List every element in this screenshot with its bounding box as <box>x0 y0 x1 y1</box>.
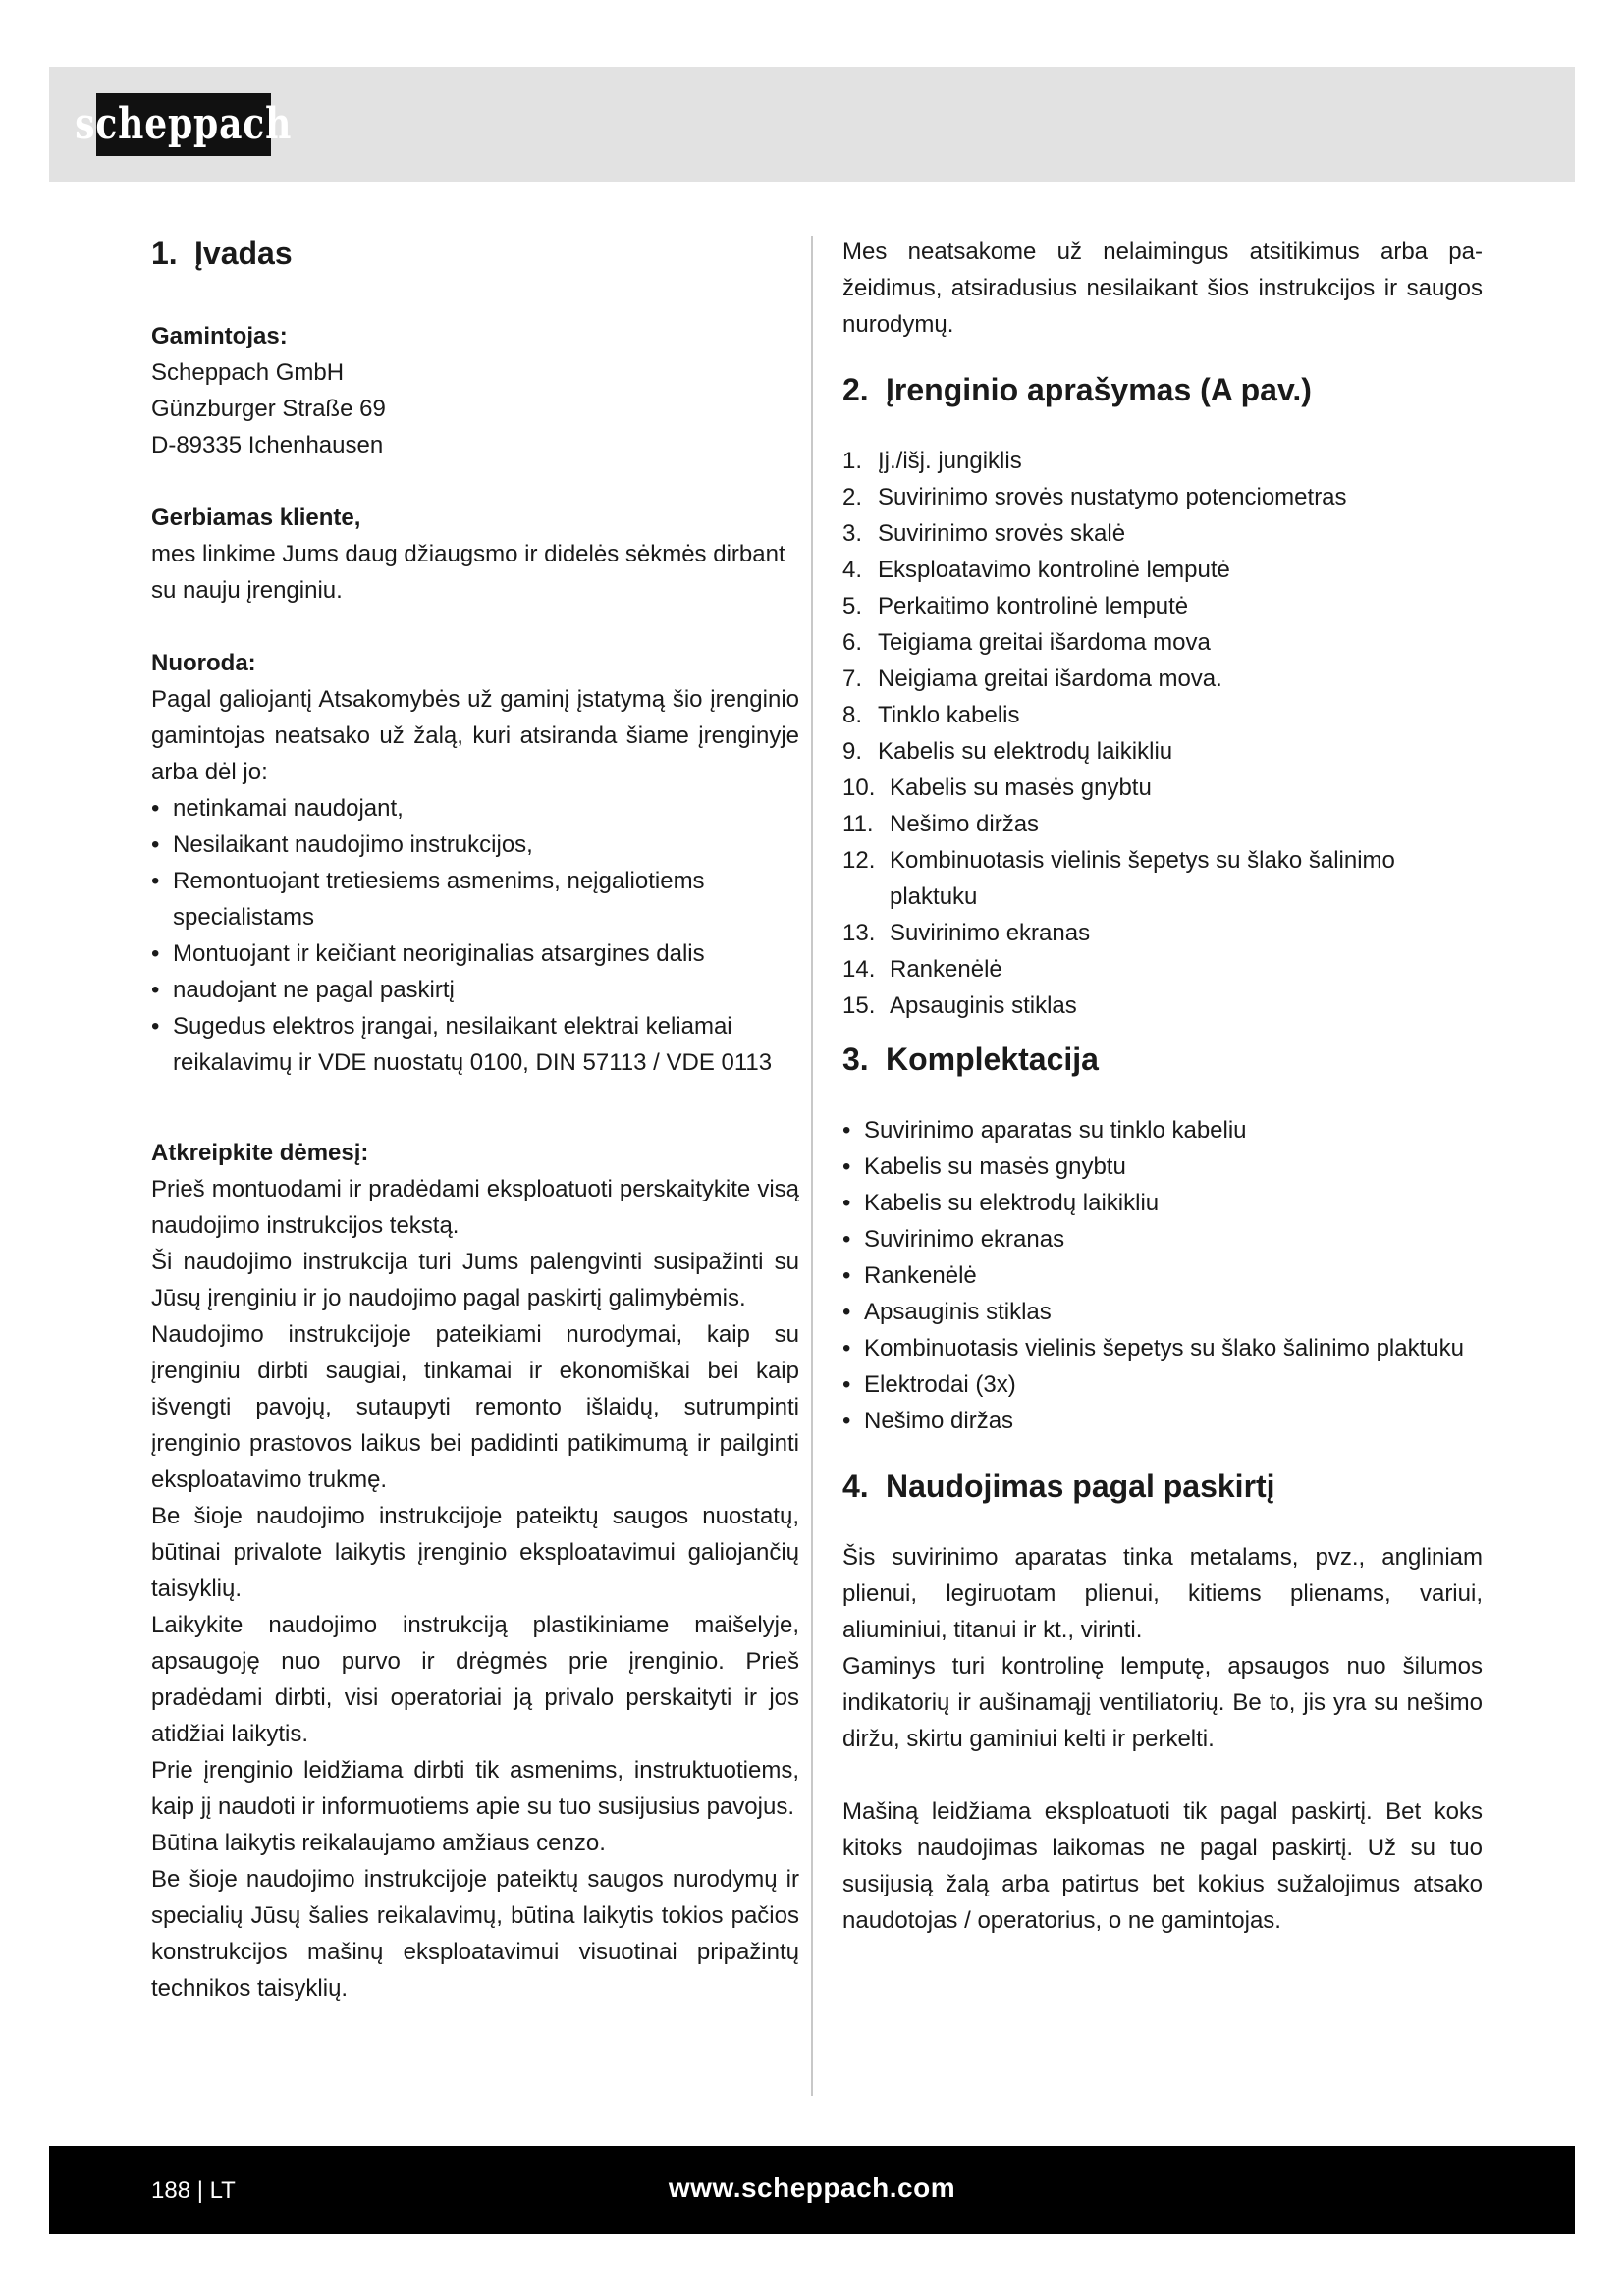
list-item <box>842 515 1483 552</box>
left-column <box>151 234 799 2006</box>
footer-band <box>49 2146 1575 2234</box>
item-text: Kombinuotasis vielinis šepetys su šlako šalinimo plaktuku <box>890 847 1395 910</box>
item-text: Kabelis su elektrodų laikikliu <box>878 738 1173 765</box>
item-text: Nešimo diržas <box>890 811 1040 837</box>
list-item: • Suvirinimo ekranas <box>842 1221 1483 1257</box>
item-number: 7. <box>842 666 863 692</box>
item-number: 11. <box>842 811 874 837</box>
note-list <box>151 790 799 1081</box>
manufacturer-label: Gamintojas: <box>151 323 288 349</box>
item-number: 4. <box>842 557 863 583</box>
item-text: Perkaitimo kontrolinė lemputė <box>878 593 1189 619</box>
list-item: • Nesilaikant naudojimo instrukcijos, <box>151 827 799 863</box>
item-number: 9. <box>842 738 863 765</box>
item-text: Tinklo kabelis <box>878 702 1020 728</box>
item-text: Eksploatavimo kontrolinė lemputė <box>878 557 1230 583</box>
header-band <box>49 67 1575 182</box>
list-item <box>842 806 1483 842</box>
list-item: • Remontuojant tretiesiems asmenims, neįgaliotiems specialistams <box>151 863 799 935</box>
item-text: Neigiama greitai išardoma mova. <box>878 666 1222 692</box>
device-parts-list <box>842 443 1483 1024</box>
list-item: • Suvirinimo aparatas su tinklo kabeliu <box>842 1112 1483 1148</box>
list-item <box>842 588 1483 624</box>
attention-paragraph: Naudojimo instrukcijoje pateikiami nurodymai, kaip su įrenginiu dirbti saugiai, tinkamai ir ekonomiškai bei kaip išvengti pavojų, sutaupyti remonto išlaidų, sutrumpinti įrenginio prastovos laikus bei padidinti patikimumą ir pailginti eksploatavimo trukmę. <box>151 1321 799 1493</box>
item-number: 10. <box>842 774 876 801</box>
list-item <box>842 842 1483 915</box>
manufacturer-line: D-89335 Ichenhausen <box>151 432 384 458</box>
item-text: Apsauginis stiklas <box>890 992 1077 1019</box>
item-number: 15. <box>842 992 876 1019</box>
list-item <box>842 624 1483 661</box>
item-number: 12. <box>842 847 876 874</box>
list-item: • Montuojant ir keičiant neoriginalias atsargines dalis <box>151 935 799 972</box>
list-item <box>842 988 1483 1024</box>
list-item <box>842 770 1483 806</box>
section-2-number: 2. <box>842 372 869 407</box>
list-item <box>842 479 1483 515</box>
column-divider <box>811 236 813 2096</box>
greeting-label: Gerbiamas kliente, <box>151 505 361 531</box>
list-item: • Elektrodai (3x) <box>842 1366 1483 1403</box>
item-text: Kabelis su masės gnybtu <box>890 774 1152 801</box>
attention-paragraph: Ši naudojimo instrukcija turi Jums palengvinti susipažinti su Jūsų įrenginiu ir jo naudojimo pagal paskirtį galimybėmis. <box>151 1249 799 1311</box>
intended-use-paragraph: Gaminys turi kontrolinę lemputę, apsaugos nuo šilumos indikatorių ir aušinamąjį ventiliatorių. Be to, jis yra su nešimo diržu, skirtu gaminiui kelti ir perkelti. <box>842 1653 1483 1752</box>
attention-paragraph: Prieš montuodami ir pradėdami eksploatuoti perskaitykite visą naudojimo instrukcijos tekstą. <box>151 1176 799 1239</box>
list-item: • naudojant ne pagal paskirtį <box>151 972 799 1008</box>
section-1-title: Įvadas <box>194 236 293 271</box>
attention-label: Atkreipkite dėmesį: <box>151 1140 369 1166</box>
item-text: Suvirinimo srovės nustatymo potenciometras <box>878 484 1347 510</box>
greeting-block <box>151 500 799 609</box>
item-text: Teigiama greitai išardoma mova <box>878 629 1211 656</box>
list-item <box>842 733 1483 770</box>
attention-paragraph: Be šioje naudojimo instrukcijoje pateiktų saugos nuostatų, būtinai privalote laikytis įrenginio eksploatavimui galiojančių taisyklių. <box>151 1503 799 1602</box>
item-number: 14. <box>842 956 876 983</box>
list-item <box>842 951 1483 988</box>
item-number: 1. <box>842 448 863 474</box>
item-number: 3. <box>842 520 863 547</box>
list-item: • Rankenėlė <box>842 1257 1483 1294</box>
list-item: • Kabelis su masės gnybtu <box>842 1148 1483 1185</box>
attention-paragraph: Be šioje naudojimo instrukcijoje pateiktų saugos nurodymų ir specialių Jūsų šalies reikalavimų, būtina laikytis tokios pačios konstrukcijos mašinų eksploatavimui visuotinai pripažintų technikos taisyklių. <box>151 1866 799 2002</box>
item-number: 2. <box>842 484 863 510</box>
intended-use-paragraph: Mašiną leidžiama eksploatuoti tik pagal paskirtį. Bet koks kitoks naudojimas laikomas ne pagal paskirtį. Už su tuo susijusią žalą arba patirtus bet kokius sužalojimus atsako naudotojas / operatorius, o ne gamintojas. <box>842 1798 1483 1934</box>
contents-list <box>842 1112 1483 1439</box>
disclaimer-text: Mes neatsakome už nelaimingus atsitikimus arba pažeidimus, atsiradusius nesilaikant šios instrukcijos ir saugos nurodymų. <box>842 239 1483 338</box>
list-item: • Sugedus elektros įrangai, nesilaikant elektrai keliamai reikalavimų ir VDE nuostatų 0100, DIN 57113 / VDE 0113 <box>151 1008 799 1081</box>
list-item: • Kombinuotasis vielinis šepetys su šlako šalinimo plaktuku <box>842 1330 1483 1366</box>
section-4-number: 4. <box>842 1468 869 1504</box>
section-2-heading <box>842 370 1483 409</box>
list-item: • Nešimo diržas <box>842 1403 1483 1439</box>
page-number: 188 | LT <box>151 2177 236 2204</box>
list-item <box>842 443 1483 479</box>
logo-text: scheppach <box>75 99 293 149</box>
note-block <box>151 645 799 1081</box>
item-text: Rankenėlė <box>890 956 1002 983</box>
attention-paragraph: Laikykite naudojimo instrukciją plastikiniame maišelyje, apsaugoję nuo purvo ir drėgmės prie įrenginio. Prieš pradėdami dirbti, visi operatoriai ją privalo perskaityti ir jos atidžiai laikytis. <box>151 1612 799 1747</box>
list-item <box>842 552 1483 588</box>
intended-use-paragraph: Šis suvirinimo aparatas tinka metalams, pvz., angliniam plienui, legiruotam plienui, kitiems plienams, variui, aliuminiui, titanui ir kt., virinti. <box>842 1544 1483 1643</box>
section-2-title: Įrenginio aprašymas (A pav.) <box>886 372 1312 407</box>
list-item: • Kabelis su elektrodų laikikliu <box>842 1185 1483 1221</box>
note-intro: Pagal galiojantį Atsakomybės už gaminį įstatymą šio įrenginio gamintojas neatsako už žalą, kuri atsiranda šiame įrenginyje arba dėl jo: <box>151 686 799 785</box>
item-number: 13. <box>842 920 876 946</box>
section-3-number: 3. <box>842 1041 869 1077</box>
list-item: • Apsauginis stiklas <box>842 1294 1483 1330</box>
manufacturer-block <box>151 318 799 463</box>
item-number: 5. <box>842 593 863 619</box>
item-text: Įj./išj. jungiklis <box>878 448 1022 474</box>
attention-paragraph: Būtina laikytis reikalaujamo amžiaus cenzo. <box>151 1830 606 1856</box>
attention-block <box>151 1135 799 2006</box>
item-text: Suvirinimo srovės skalė <box>878 520 1126 547</box>
item-number: 8. <box>842 702 863 728</box>
section-4-title: Naudojimas pagal paskirtį <box>886 1468 1275 1504</box>
greeting-text: mes linkime Jums daug džiaugsmo ir didelės sėkmės dirbant su nauju įrenginiu. <box>151 541 785 604</box>
section-4-heading <box>842 1467 1483 1506</box>
website-url: www.scheppach.com <box>668 2172 956 2203</box>
section-3-title: Komplektacija <box>886 1041 1099 1077</box>
item-number: 6. <box>842 629 863 656</box>
list-item: • netinkamai naudojant, <box>151 790 799 827</box>
right-column <box>842 234 1483 1939</box>
manufacturer-line: Scheppach GmbH <box>151 359 345 386</box>
list-item <box>842 661 1483 697</box>
manufacturer-line: Günzburger Straße 69 <box>151 396 386 422</box>
note-label: Nuoroda: <box>151 650 256 676</box>
section-1-heading <box>151 234 799 273</box>
attention-paragraph: Prie įrenginio leidžiama dirbti tik asmenims, instruktuotiems, kaip jį naudoti ir informuotiems apie su tuo susijusius pavojus. <box>151 1757 799 1820</box>
item-text: Suvirinimo ekranas <box>890 920 1091 946</box>
list-item <box>842 915 1483 951</box>
section-3-heading <box>842 1040 1483 1079</box>
scheppach-logo <box>75 93 293 156</box>
list-item <box>842 697 1483 733</box>
section-1-number: 1. <box>151 236 178 271</box>
